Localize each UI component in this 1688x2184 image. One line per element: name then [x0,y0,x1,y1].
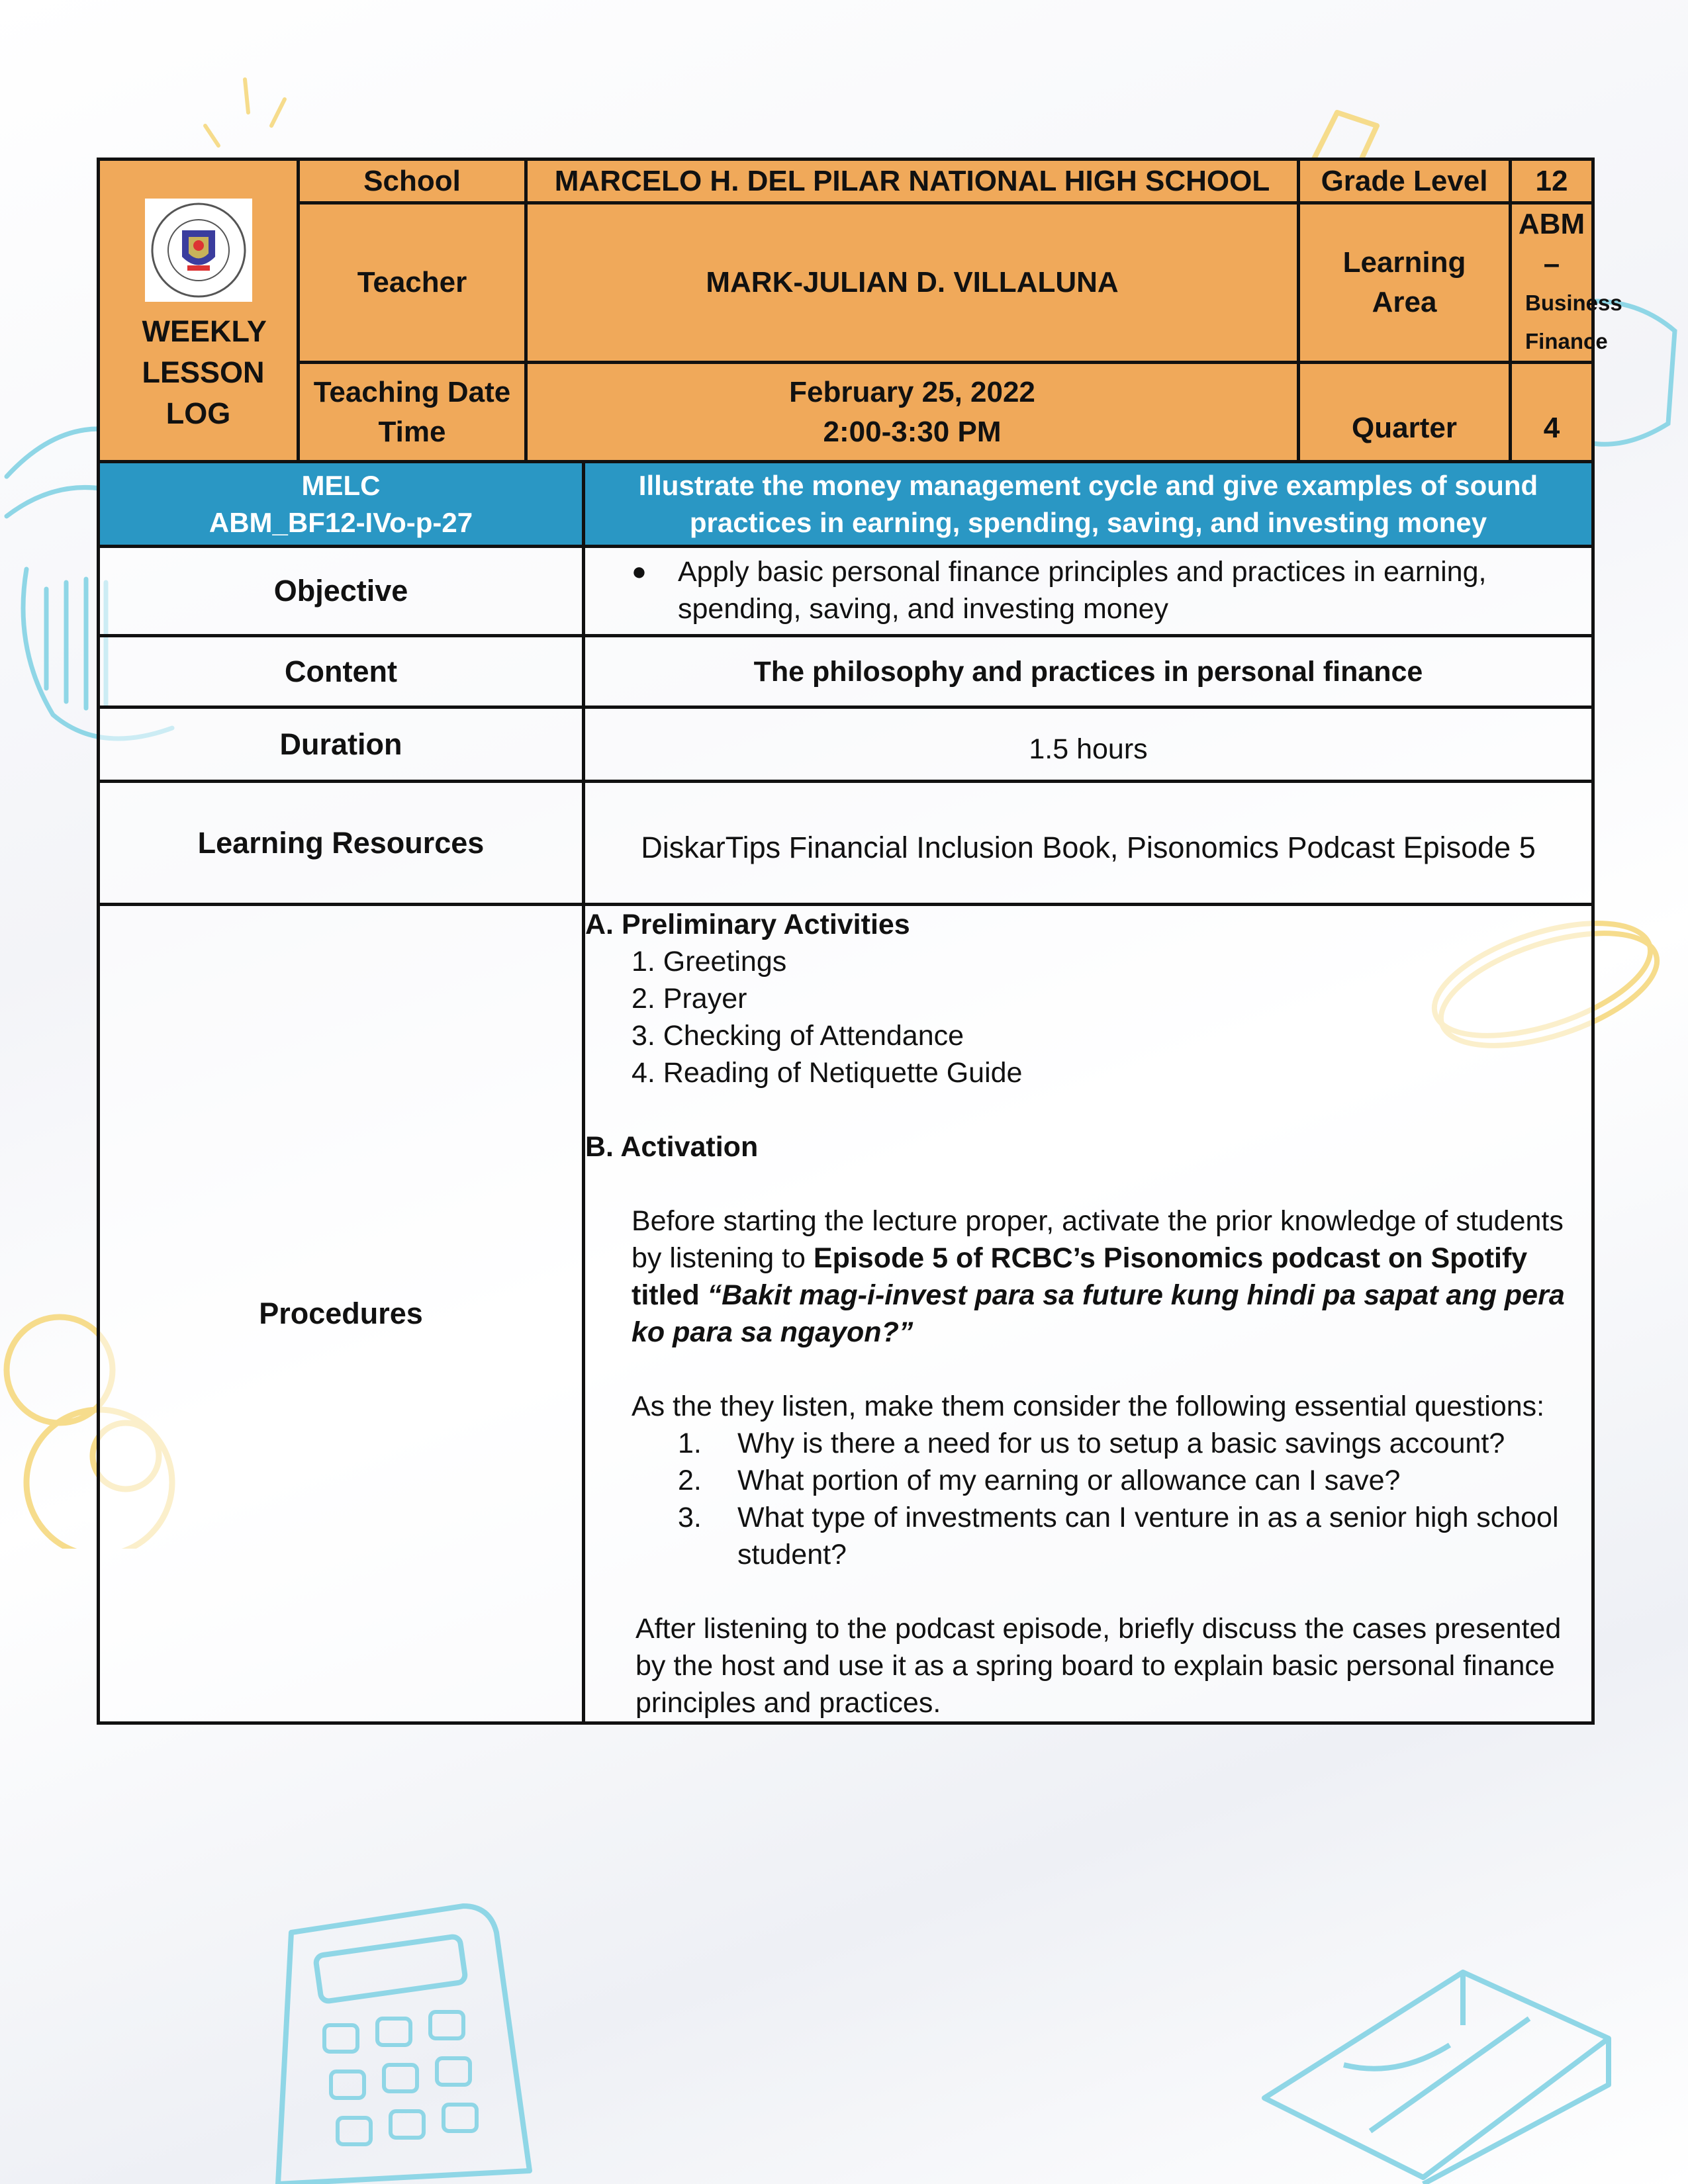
objective-value: ● Apply basic personal finance principles and practices in earning, spending, saving, and investing money [584,547,1593,636]
logo-cell [99,159,299,462]
deped-seal-icon [145,199,252,302]
learning-resources-label: Learning Resources [99,782,584,905]
list-item: 3. What type of investments can I venture in as a senior high school student? [678,1502,1559,1570]
melc-text: Illustrate the money management cycle and give examples of sound practices in earning, spending, saving, and investing money [584,462,1593,547]
sparkle-lines-icon [192,73,298,152]
lesson-log-table [97,158,1622,1725]
quarter-label: Quarter [1299,363,1511,462]
duration-label: Duration [99,707,584,782]
teacher-label: Teacher [299,203,526,363]
learning-area-label: Learning Area [1299,203,1511,363]
teaching-date-label: Teaching Date Time [299,363,526,462]
school-value: MARCELO H. DEL PILAR NATIONAL HIGH SCHOOL [526,159,1299,203]
activation-paragraph: Before starting the lecture proper, activate the prior knowledge of students by listening to Episode 5 of RCBC’s Pisonomics podcast on Spotify titled “Bakit mag-i-invest para sa future kung hindi pa sapat ang pera ko para sa ngayon?” [632,1205,1565,1348]
questions-intro: As the they listen, make them consider the following essential questions: [632,1390,1545,1422]
school-label: School [299,159,526,203]
closing-paragraph: After listening to the podcast episode, briefly discuss the cases presented by the host and use it as a spring board to explain basic personal finance principles and practices. [635,1613,1562,1719]
melc-label-cell: MELC ABM_BF12-IVo-p-27 [99,462,584,547]
learning-resources-value: DiskarTips Financial Inclusion Book, Pisonomics Podcast Episode 5 [584,782,1593,905]
quarter-value: 4 [1511,363,1593,462]
calculator-icon [252,1893,556,2184]
teacher-value: MARK-JULIAN D. VILLALUNA [526,203,1299,363]
list-item: 3. Checking of Attendance [632,1020,964,1052]
objective-label: Objective [99,547,584,636]
list-item: 1. Why is there a need for us to setup a basic savings account? [678,1428,1505,1459]
list-item: 2. Prayer [632,983,747,1015]
grade-level-label: Grade Level [1299,159,1511,203]
procedures-content [584,905,1593,1723]
weekly-lesson-log-title: WEEKLY LESSON LOG [142,314,267,430]
list-item: 2. What portion of my earning or allowance can I save? [678,1465,1401,1496]
money-stack-icon [1251,1933,1622,2184]
procedures-label: Procedures [99,905,584,1723]
content-value: The philosophy and practices in personal finance [584,636,1593,707]
bullet-icon: ● [632,558,647,586]
teaching-date-value: February 25, 2022 2:00-3:30 PM [526,363,1299,462]
list-item: 1. Greetings [632,946,787,978]
list-item: 4. Reading of Netiquette Guide [632,1057,1023,1089]
section-b-title: B. Activation [585,1131,759,1163]
content-label: Content [99,636,584,707]
grade-level-value: 12 [1511,159,1593,203]
learning-area-value: ABM – Business Finance [1511,203,1593,363]
duration-value: 1.5 hours [584,707,1593,782]
section-a-title: A. Preliminary Activities [585,909,910,940]
